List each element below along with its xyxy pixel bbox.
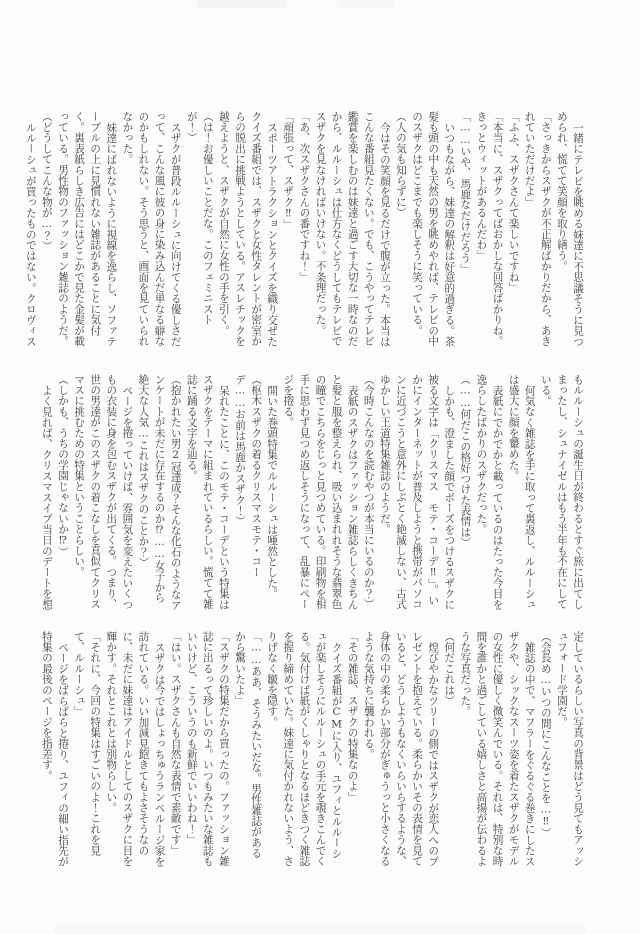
paragraph: 「スザクの特集だから買ったの。ファッション雑誌に出るって珍しいのよ。いつもみたいな雑誌もいいけど、こういうのも新鮮でいいわね！」 [185, 631, 230, 867]
paragraph: よく見れば、クリスマスイブ当日のデートを想 [40, 384, 53, 610]
paragraph: スザクが普段ルルーシュに向けてくる優しさだって、こんな風に彼の身に染み込んだ単なる癖なのかもしれない。そう思うと、画面を見ていられなかった。 [121, 111, 182, 347]
paragraph: （何だこれは） [443, 631, 456, 706]
paragraph: （どうしてこんな物が…？） [40, 111, 53, 252]
paragraph: 「……いや、馬鹿なだけだろう」 [459, 111, 472, 275]
text-block-middle [38, 374, 586, 611]
paragraph: （今時こんなのを読むやつが本当にいるのか？） [362, 374, 375, 610]
scan-artifact [197, 0, 287, 8]
paragraph: 定しているらしい写真の背景はどう見てもアッシュフォード学園だ。 [555, 631, 584, 867]
paragraph: 表紙のスザクはファッション雑誌らしくきちんと髪と服を整えられ、吸い込まれれそうな翡翠色の瞳でこちらをじっと見つめている。印刷物を相手に思わず見つめ返しそうになって、乱暴にページを捲る。 [282, 374, 359, 610]
paragraph: いつもながら、妹達の解釈は好意的過ぎる。茶髪も頭の中も天然の男を眺めやれば、テレビの中のスザクはどこまでも楽しそうに笑っている。 [411, 111, 456, 347]
paragraph: しかも、澄ました顔でポーズをつけるスザクに被る文字は「クリスマス モテ・コーデ‼」。いかにインターネットが普及しようと携帯がパソコンに近づこうと意外にしぶとく絶滅しない、古式ゆかしい王道特集雑誌のようだ。 [378, 374, 456, 610]
paragraph: （人の気も知らずに） [394, 111, 407, 218]
paragraph: スポーツアトラクションとクイズを織り交ぜたクイズ番組では、スザクと女性タレントが密室からの脱出に挑戦ようとしている。アスレチックを越えようと、スザクが自然に女性の手を引く。 [217, 111, 279, 347]
paragraph: 雑誌の中で、マフラーをぐるぐる巻きにしたスザクや、シックなスーツ姿を着たスザクがモデルの女性に優しく微笑んでいる。それは、特別な時間を誰かと過ごしている嬉しさと高揚が伝わるような写真だった。 [459, 631, 536, 867]
paragraph: ページをばらばらと捲り、ユフィの細い指先が特集の最後のページを指差す。 [40, 631, 69, 867]
paragraph: 「さっきからスザクが不正解ばかりだから、あきれていただけだよ」 [523, 111, 552, 347]
paragraph: ページを捲っていけば、雰囲気を変えたいくつもの衣装に身を包むスザクが出てくる。つまり、世の男達がこのスザクの着こなしを真似てクリスマスに挑むための特集ということらしい。 [73, 374, 134, 610]
paragraph: 表紙にでかでかと載っているのはたった今目を逸らしたばかりのスザクだった。 [475, 374, 504, 610]
paragraph: 「本当に、スザクってばおかしな回答ばかりね。きっとウィットがあるんだわ」 [475, 111, 504, 347]
paragraph: 「はい。スザクさんも自然な表情で素敵です」 [169, 631, 182, 856]
paragraph: 「それに、今回の特集はすごいのよ！これを見て、ルルーシュ」 [73, 631, 102, 856]
paragraph: 今はその笑顔を見るだけで腹が立った。本当はこんな番組見たくない。でも、こうやってテレビ鑑賞を楽しむのは妹達と過ごす大切な一時なのだから、ルルーシュは仕方なくどうしてもテレビでスザクを見なければいけない。不条理だった。 [314, 111, 391, 347]
scan-artifact [340, 0, 393, 8]
paragraph: 開いた巻頭特集でルルーシュは唖然とした。 [266, 384, 279, 599]
paragraph: ルルーシュが買ったものではない。クロヴィス [24, 121, 37, 347]
paragraph: もルルーシュの誕生日が終わるとすぐ旅に出てしまったし、シュナイゼルはもう半年も不在にしている。 [539, 374, 584, 610]
paragraph: 「頑張って、スザク‼」 [282, 111, 295, 231]
paragraph: 「あ、次スザクさんの番ですね！」 [298, 111, 311, 283]
paragraph: （枢木スザクの着るクリスマスモテ・コーデ……お前は馬鹿かスザク！） [234, 374, 263, 578]
paragraph: 呆れたことに、このモテ・コーデという特集はスザクをテーマに組まれているらしい。慌てて雑誌に踊る文字を辿る。 [185, 374, 230, 610]
paragraph: スザクは今ではしょっちゅうランペルージ家を訪れている。いい加減見飽きてもよさそうなのに、未だに妹達はアイドルとしてのスザクに目を輝かす。それとこれとは別物らしい。 [105, 631, 166, 867]
paragraph: 「……ああ、そうみたいだな。男性雑誌があるから驚いたよ」 [234, 631, 263, 859]
paragraph: （抱かれたい男2冠達成？そんな化石のようなアンケートが未だに存在するのか⁉……女子から絶大な人気…これはスザクのことか？） [137, 374, 182, 611]
paragraph: （……何だこの格好つけた表情は） [459, 374, 472, 548]
text-block-top [24, 111, 586, 348]
paragraph: （会長め…いつの間にこんなことを…‼） [539, 631, 552, 839]
paragraph: （しかも、うちの学園じゃないか⁉） [57, 374, 69, 558]
paragraph: 何気なく雑誌を手に取って裏返し、ルルーシュは盛大に顔を顰めた。 [507, 374, 536, 610]
paragraph: 一緒にテレビを眺める妹達に不思議そうに見つめられ、慌てて笑顔を取り繕う。 [555, 111, 584, 347]
paragraph: クイズ番組がCMに入り、ユフィとルルーシュが楽しそうにルルーシュの手元を覗きこんでくる。気付けば紙がくしゃりとなるほどきつく雑誌を握り締めていた。妹達に気付かれないよう、さりげなく皺を隠す。 [266, 631, 343, 867]
paragraph: 「ふふ、スザクさんて楽しいですね」 [507, 111, 520, 293]
paragraph: （は！お優しいことだな。このフェミニストが！） [185, 111, 214, 325]
text-block-bottom [38, 631, 586, 868]
scan-artifact [55, 925, 585, 934]
paragraph: 「その雑誌、スザクの特集なのよ」 [346, 631, 359, 803]
paragraph: 妹達にばれないように視線を逸らし、ソファテーブルの上に見慣れない雑誌があることに気付く。裏表紙らしき広告にはどこかで見た金髪が載っている。男性物のファッション雑誌のようだ。 [57, 111, 118, 347]
paragraph: 煌びやかなツリーの側ではスザクが恋人へのプレゼントを抱えている。柔らかいその表情を見ていると、どうしようもなくいらいらするような、身体の中の柔らかい部分がぎゅうっと小さくなるような気持ちに襲われる。 [362, 631, 440, 867]
